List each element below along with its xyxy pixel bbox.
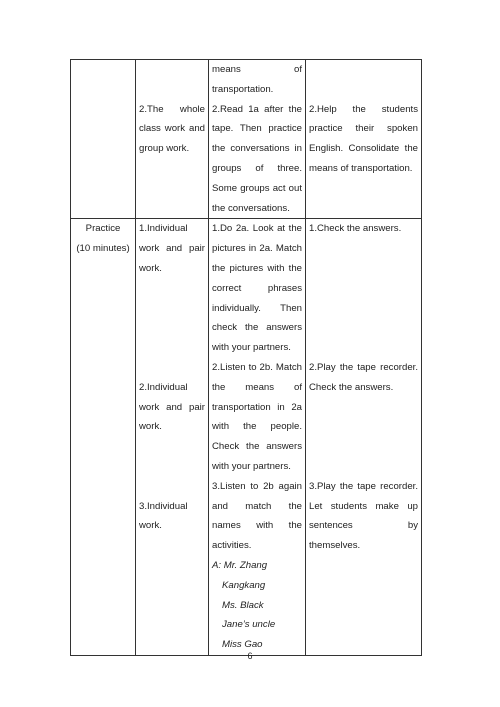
mode-text: 1.Individual work and pair work. bbox=[139, 223, 205, 274]
activity-cell bbox=[209, 219, 306, 656]
activity-text: 2.Listen to 2b. Match the means of transportation in 2a with the people. Check the answers with your partners. bbox=[212, 361, 302, 472]
mode-text: 3.Individual work. bbox=[139, 500, 188, 532]
names-list bbox=[212, 556, 302, 655]
stage-cell bbox=[71, 219, 136, 656]
page-number: 6 bbox=[247, 651, 253, 661]
stage-cell bbox=[71, 60, 136, 219]
table-row bbox=[71, 219, 422, 656]
stage-title: Practice bbox=[85, 223, 121, 235]
teacher-text: 1.Check the answers. bbox=[309, 223, 402, 235]
teacher-text: 3.Play the tape recorder. Let students make up sentences by themselves. bbox=[309, 480, 418, 552]
list-item: Ms. Black bbox=[222, 599, 264, 611]
mode-text: 2.The whole class work and group work. bbox=[139, 103, 205, 155]
table-row bbox=[71, 60, 422, 219]
mode-text: 2.Individual work and pair work. bbox=[139, 381, 205, 433]
activity-text: 2.Read 1a after the tape. Then practice the conversations in groups of three. Some groups act out the conversations. bbox=[212, 103, 302, 214]
teacher-cell bbox=[306, 60, 422, 219]
list-item: Jane’s uncle bbox=[222, 619, 276, 631]
stage-time: (10 minutes) bbox=[76, 243, 130, 255]
activity-text: 3.Listen to 2b again and match the names with the activities. bbox=[212, 480, 302, 552]
list-item: Kangkang bbox=[222, 579, 266, 591]
activity-pre-text: means of transportation. bbox=[212, 64, 302, 95]
teacher-text: 2.Help the students practice their spoken English. Consolidate the means of transportation. bbox=[309, 103, 418, 174]
activity-text: 1.Do 2a. Look at the pictures in 2a. Match the pictures with the correct phrases individually. Then check the answers with your partners. bbox=[212, 223, 302, 354]
teacher-text: 2.Play the tape recorder. Check the answers. bbox=[309, 361, 418, 393]
mode-cell bbox=[136, 219, 209, 656]
list-item: A: Mr. Zhang bbox=[212, 559, 268, 571]
lesson-plan-table bbox=[70, 59, 422, 656]
list-item: Miss Gao bbox=[222, 639, 263, 651]
teacher-cell bbox=[306, 219, 422, 656]
activity-cell bbox=[209, 60, 306, 219]
mode-cell bbox=[136, 60, 209, 219]
